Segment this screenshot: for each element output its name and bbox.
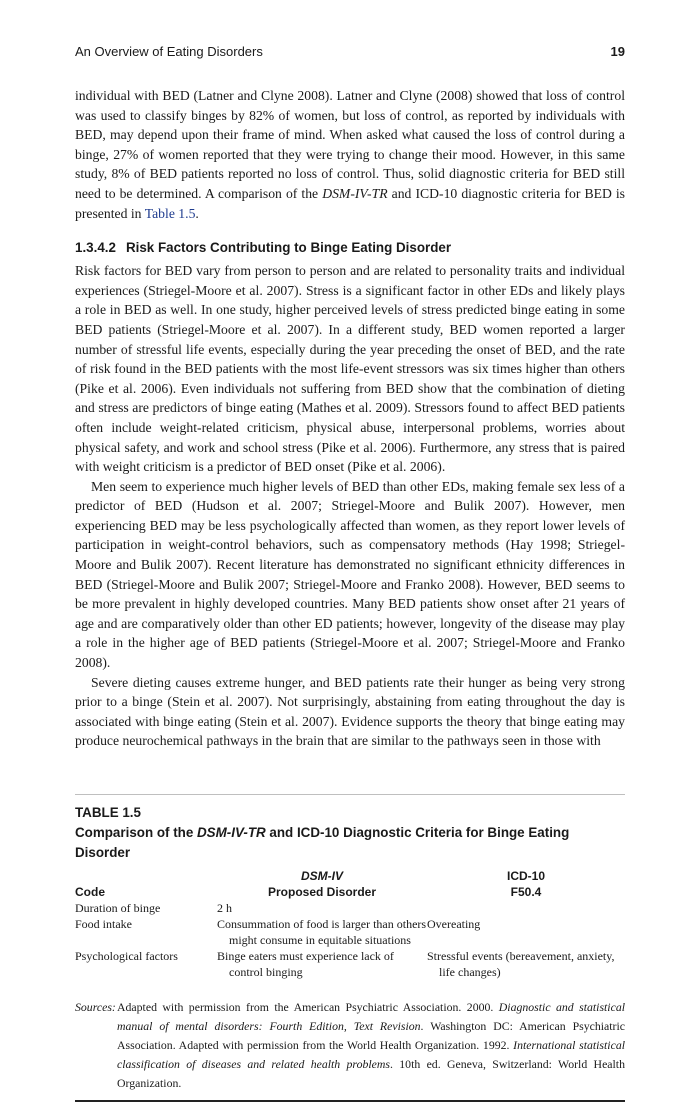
table-bottom-rule	[75, 1100, 625, 1102]
table-cell	[427, 900, 625, 916]
col-header-dsm: Proposed Disorder	[267, 885, 377, 899]
paragraph-1-end: .	[195, 205, 199, 221]
sources-part: . Washington DC: American Psychiatric Association. Adapted with permission from the World Health Organization. 1992.	[117, 1019, 625, 1052]
paragraph-1-mid: and ICD-10 diagnostic criteria for BED is presented in	[75, 185, 626, 221]
criteria-table	[75, 868, 625, 980]
table-row	[75, 900, 625, 916]
paragraph-1-text: individual with BED (Latner and Clyne 2008). Latner and Clyne (2008) showed that loss of control was used to classify binges by 82% of women, but loss of control, as reported by individuals with BED, may depend upon their frame of mind. When asked what caused the loss of control during a binge, 27% of women reported that they were trying to change their mood. However, in this same study, 8% of BED patients reported no loss of control. Thus, solid diagnostic criteria for BED still need to be determined. A comparison of the	[75, 88, 625, 201]
group-header-icd: ICD-10	[506, 869, 545, 883]
table-cell: Psychological factors	[75, 949, 178, 963]
col-header-icd: F50.4	[510, 885, 542, 899]
table-row	[75, 948, 625, 980]
sources-part: . 10th ed. Geneva, Switzerland: World Health Organization.	[117, 1057, 625, 1090]
sources-part: Adapted with permission from the American Psychiatric Association. 2000.	[117, 1000, 499, 1014]
table-cell: Binge eaters must experience lack of control binging	[217, 949, 394, 979]
sources-italic: Diagnostic and statistical manual of mental disorders: Fourth Edition, Text Revision	[117, 1000, 625, 1033]
section-title: Risk Factors Contributing to Binge Eating Disorder	[125, 240, 452, 256]
table-title-pre: Comparison of the	[75, 825, 198, 840]
table-label: TABLE 1.5	[75, 805, 141, 820]
sources-text	[117, 998, 625, 1093]
running-title: An Overview of Eating Disorders	[75, 44, 263, 59]
table-reference-link[interactable]: Table 1.5	[144, 205, 196, 221]
table-row	[75, 916, 625, 948]
running-head	[75, 44, 625, 70]
table-sources	[75, 998, 625, 1093]
table-cell: 2 h	[217, 901, 232, 915]
table-title-italic: DSM-IV-TR	[197, 825, 266, 840]
sources-label: Sources:	[75, 1000, 116, 1014]
group-header-dsm: DSM-IV	[301, 869, 343, 883]
table-cell: Food intake	[75, 917, 132, 931]
page-number: 19	[610, 44, 625, 59]
sources-italic: International statistical classification of diseases and related health problems	[117, 1038, 625, 1071]
paragraph-2: Risk factors for BED vary from person to person and are related to personality traits and individual experiences (Striegel-Moore et al. 2007). Stress is a significant factor in other EDs and likely plays a role in BED as well. In one study, higher perceived levels of stress predicted binge eating in some BED patients (Striegel-Moore et al. 2007). In a different study, BED women reported a larger number of stressful life events, especially during the year preceding the onset of BED, and the rate of risk found in the BED patients with the most life-event stressors was six times higher than others (Pike et al. 2006). Even individuals not suffering from BED show that the combination of dieting and stress are predictors of binge eating (Mathes et al. 2009). Stressors found to affect BED patients often include weight-related criticism, physical abuse, interpersonal problems, worries about physical safety, and work and school stress (Pike et al. 2006). Furthermore, any stress that is paired with weight criticism is a predictor of BED onset (Pike et al. 2006).	[75, 263, 625, 475]
table-title	[75, 823, 625, 863]
section-number: 1.3.4.2	[75, 240, 116, 256]
table-group-header-row	[75, 868, 625, 884]
page	[75, 44, 625, 1102]
table-title-post: and ICD-10 Diagnostic Criteria for Binge Eating Disorder	[75, 825, 570, 860]
table-cell: Consummation of food is larger than others might consume in equitable situations	[217, 917, 427, 947]
paragraph-3: Men seem to experience much higher levels of BED than other EDs, making female sex less of a predictor of BED (Hudson et al. 2007; Striegel-Moore and Bulik 2007). However, men experiencing BED may be less psychologically affected than women, as they report lower levels of participation in weight-control behaviors, such as compensatory methods (Hay 1998; Striegel-Moore and Bulik 2007). Recent literature has demonstrated no significant ethnicity differences in BED (Striegel-Moore and Bulik 2007; Striegel-Moore and Franko 2008). However, BED seems to be more prevalent in highly developed countries. Many BED patients show onset after 21 years of age and are comparatively older than other ED patients; however, longevity of the disease may play a role in the higher age of BED patients (Striegel-Moore et al. 2007; Striegel-Moore and Franko 2008).	[75, 478, 625, 671]
section-heading	[75, 239, 625, 257]
paragraph-4: Severe dieting causes extreme hunger, and BED patients rate their hunger as being very strong prior to a binge (Stein et al. 2007). Not surprisingly, abstaining from eating throughout the day is associated with binge eating (Stein et al. 2007). Evidence supports the theory that binge eating may produce neurochemical pathways in the brain that are similar to the pathways seen in those with	[75, 674, 625, 749]
table-cell: Duration of binge	[75, 901, 161, 915]
table-cell: Stressful events (bereavement, anxiety, life changes)	[427, 949, 615, 979]
dsm-italic: DSM-IV-TR	[322, 185, 388, 201]
table-header-row	[75, 884, 625, 900]
group-header-empty	[75, 868, 217, 884]
col-header-code: Code	[75, 885, 105, 899]
table-cell: Overeating	[427, 917, 481, 931]
paragraph-1	[75, 86, 625, 223]
table-top-rule	[75, 794, 625, 795]
